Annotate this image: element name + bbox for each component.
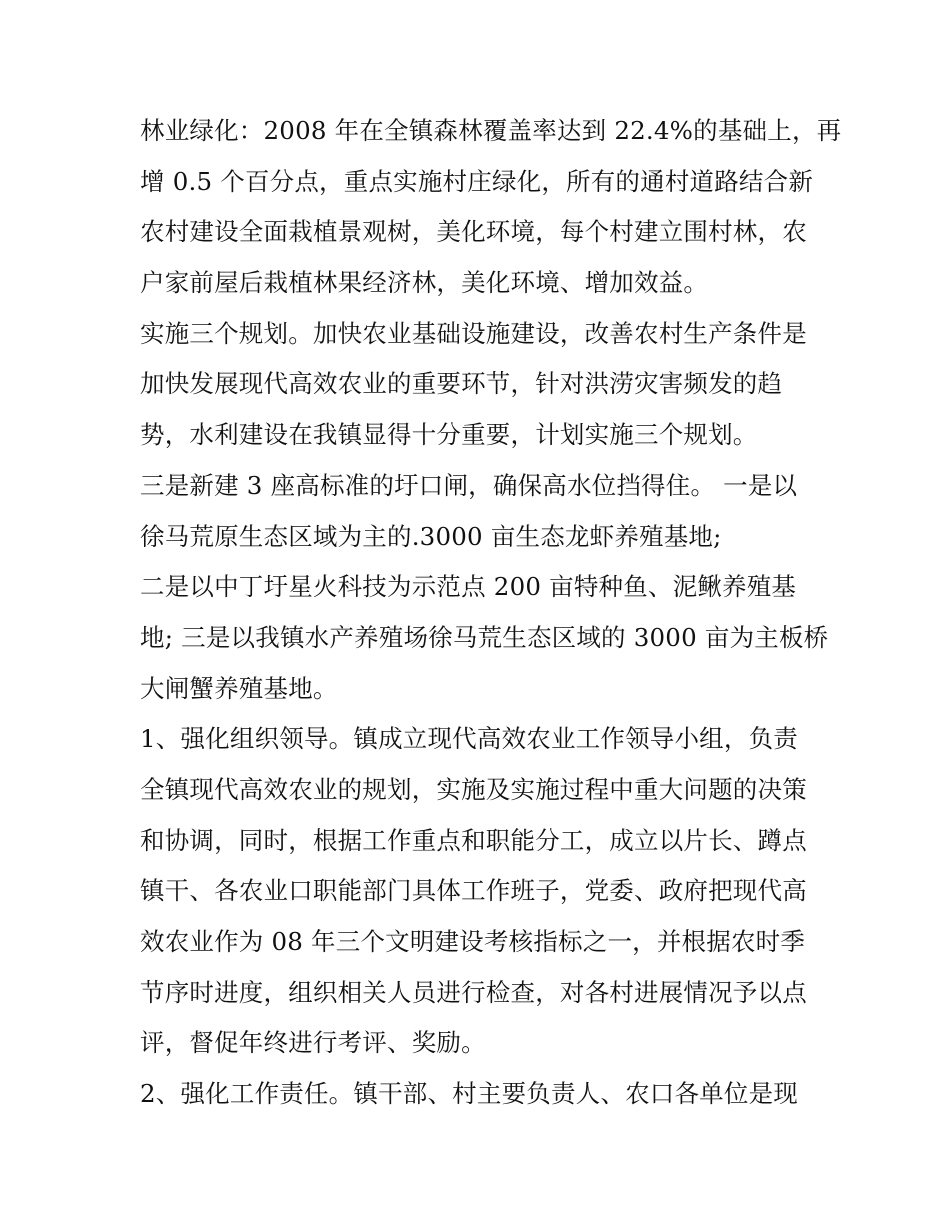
- text-line: 评，督促年终进行考评、奖励。: [140, 1028, 486, 1058]
- text-line: 全镇现代高效农业的规划，实施及实施过程中重大问题的决策: [140, 774, 807, 804]
- text-line: 三是新建 3 座高标准的圩口闸，确保高水位挡得住。 一是以: [140, 470, 798, 500]
- text-line: 户家前屋后栽植林果经济林，美化环境、增加效益。: [140, 268, 709, 298]
- text-line: 势，水利建设在我镇显得十分重要，计划实施三个规划。: [140, 420, 758, 450]
- text-line: 大闸蟹养殖基地。: [140, 673, 338, 703]
- text-line: 加快发展现代高效农业的重要环节，针对洪涝灾害频发的趋: [140, 369, 783, 399]
- text-line: 镇干、各农业口职能部门具体工作班子，党委、政府把现代高: [140, 876, 807, 906]
- text-line: 徐马荒原生态区域为主的.3000 亩生态龙虾养殖基地;: [140, 521, 722, 551]
- text-line: 效农业作为 08 年三个文明建设考核指标之一，并根据农时季: [140, 927, 806, 956]
- text-line: 1、强化组织领导。镇成立现代高效农业工作领导小组，负责: [140, 724, 798, 754]
- text-line: 农村建设全面栽植景观树，美化环境，每个村建立围村林，农: [140, 217, 807, 247]
- text-line: 实施三个规划。加快农业基础设施建设，改善农村生产条件是: [140, 318, 807, 348]
- text-line: 和协调，同时，根据工作重点和职能分工，成立以片长、蹲点: [140, 825, 807, 855]
- text-line: 增 0.5 个百分点，重点实施村庄绿化，所有的通村道路结合新: [140, 166, 814, 196]
- text-line: 地; 三是以我镇水产养殖场徐马荒生态区域的 3000 亩为主板桥: [140, 622, 829, 652]
- document-body: [140, 106, 842, 1120]
- text-line: 节序时进度，组织相关人员进行检查，对各村进展情况予以点: [140, 977, 807, 1007]
- text-line: 2、强化工作责任。镇干部、村主要负责人、农口各单位是现: [140, 1079, 798, 1109]
- text-line: 二是以中丁圩星火科技为示范点 200 亩特种鱼、泥鳅养殖基: [140, 572, 797, 602]
- text-line: 林业绿化：2008 年在全镇森林覆盖率达到 22.4%的基础上，再: [140, 116, 842, 145]
